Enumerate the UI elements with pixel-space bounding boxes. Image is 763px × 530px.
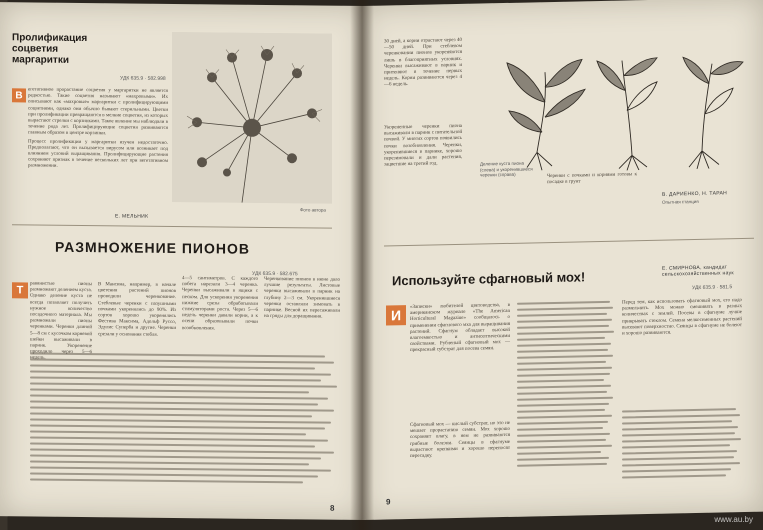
moss-middle-column-lines bbox=[517, 301, 615, 471]
moss-right-column-lines bbox=[622, 408, 742, 483]
authors-darienko-taran: В. ДАРИЕНКО, Н. ТАРАН bbox=[662, 190, 728, 198]
peony-column-2 bbox=[98, 282, 176, 341]
moss-column-1 bbox=[410, 303, 510, 357]
peony-column-3 bbox=[182, 276, 258, 335]
proliferated-flower-image bbox=[172, 32, 332, 204]
article1-paragraph-2: Процесс пролификации у маргаритки изучен недостаточно. Предполагают, что он вызывается вирусом или возникает под влиянием условий выращивания. Пролифицирующие растения сохраняют признак в течение нескольких лет при вегетативном размножении. bbox=[28, 139, 168, 170]
flower-photo bbox=[172, 32, 332, 204]
peony-drawing bbox=[497, 38, 747, 173]
moss-byline: Е. СМИРНОВА, кандидат сельскохозяйственных наук bbox=[662, 264, 734, 278]
page-number-right: 9 bbox=[386, 497, 391, 507]
title-line-2: соцветия bbox=[12, 43, 59, 55]
right-top-column-3 bbox=[547, 172, 637, 188]
author-melnik: Е. МЕЛЬНИК bbox=[115, 213, 149, 220]
right-top-col1-text: 30 дней, а корни отрастают через 40—50 дней. При стеблевом черенковании пионов укореняются лишь в благоприятных условиях. Черенки высаживают в парник и притеняют в течение первых недель. Корни развиваются через 4—6 недель. bbox=[384, 37, 462, 88]
moss-col1-text: «Записки» любителей цветоводства, в американском журнале «The American Horticultural Magazine» сообщалось о применении сфагнового мха для выращивания растений. Сфагнум обладает высокой влагоемкостью и антисептическими свойствами. Рубленый сфагновый мох — прекрасный субстрат для посева семян. bbox=[410, 302, 510, 354]
article-title-moss: Используйте сфагновый мох! bbox=[392, 269, 586, 289]
peony-col3-text: 4—5 сантиметров. С каждого побега нарезали 3—4 черенка. Черенки высаживали в ящики с песком. Для ускорения укоренения нижние срезы обрабатывали стимуляторами роста. Через 5—6 недель черенки давали корни, а к осени образовывали почки возобновления. bbox=[182, 276, 258, 332]
peony-text-continuation bbox=[30, 352, 340, 487]
peony-col1-text: равянистые пионы размножают делением куста. Однако деление куста не всегда позволяет получить нужное количество посадочного материала. Мы размножали пионы черенками. Черенки длиной 5—8 см с кусочком корневой шейки высаживали в парник. Укоренение проходило через 5—6 недель. bbox=[30, 281, 92, 362]
article-title-proliferation bbox=[12, 32, 152, 66]
peony-col2-text: В Мансина, например, в начале цветения растений пионов проводили черенкование. Стеблевые черенки с пазушными почками укоренялись до 90%. Из сортов хорошо укоренялись Фестива Максима, Адольф Руссо, Эдулис Суперба и другие. Черенки срезали у основания стебля. bbox=[98, 282, 176, 338]
left-page bbox=[0, 2, 366, 520]
section-divider bbox=[12, 224, 332, 228]
moss-col2-text: Сфагновый мох — кислый субстрат, но это не мешает прорастанию семян. Мох хорошо сохраняет влагу, в нем не развиваются грибные болезни. Сеянцы в сфагнуме вырастают крепкими и хорошо переносят пересадку. bbox=[410, 420, 510, 460]
udk-code-peonies: УДК 635.9 · 582.675 bbox=[252, 270, 298, 278]
dropcap-t: Т bbox=[12, 282, 28, 298]
article1-body bbox=[28, 87, 168, 173]
moss-column-3 bbox=[622, 298, 742, 340]
right-top-col3-text: Черенки с почками и корнями готовы к посадке в грунт bbox=[547, 172, 637, 186]
drawing-caption-left: Деление куста пиона (слева) и укоренившиеся черенки (справа) bbox=[480, 160, 533, 178]
photo-credit: Фото автора bbox=[300, 207, 326, 213]
title-line-1: Пролификация bbox=[12, 32, 88, 45]
section-divider-right bbox=[384, 238, 754, 247]
peony-col4-text: Черенкование пионов в июне дало лучшие результаты. Листовые черенки высаживали в парник на глубину 2—3 см. Укоренившиеся черенки оставляли зимовать в парнике. Весной их пересаживали на гряды для доращивания. bbox=[264, 276, 340, 320]
right-top-col2-text: Укорененные черенки пиона высаживали в парник с питательной почвой. У многих сортов появились почки возобновления. Черенки, укоренившиеся в парнике, хорошо перезимовали и дали растения, зацветшие на третий год. bbox=[384, 123, 462, 168]
authors-institution: Опытная станция bbox=[662, 198, 699, 205]
moss-col3-text: Перед тем, как использовать сфагновый мох, его надо размельчить. Мох можно смешивать в разных количествах с землей. Посевы в сфагнуме лучше прикрывать стеклом. Семена мелкосеменных растений высевают поверхностно. Сеянцы в сфагнуме не болеют и хорошо развиваются. bbox=[622, 298, 742, 337]
watermark: www.au.by bbox=[714, 515, 753, 524]
dropcap-i: И bbox=[386, 305, 406, 325]
title-line-3: маргаритки bbox=[12, 54, 69, 66]
article-title-peonies: РАЗМНОЖЕНИЕ ПИОНОВ bbox=[55, 238, 250, 257]
udk-code-moss: УДК 635.9 · 581.5 bbox=[692, 284, 733, 292]
article1-paragraph: егетативное прорастание соцветия у маргаритки не является редкостью. Такие соцветия называют «махровыми». Их описывают как «махровые» маргаритки с пролифицирующими соцветиями, однако они обычно бывают стерильными. Цветки при пролификации превращаются в мелкие соцветия, из которых вырастают стрелки с корзинками. Такое явление мы наблюдали в течение ряда лет. Пролифицирующие соцветия развиваются главным образом в центре корзинки. bbox=[28, 87, 168, 137]
right-top-column-2 bbox=[384, 124, 462, 171]
udk-code: УДК 635.9 · 582.998 bbox=[120, 75, 166, 82]
right-page bbox=[362, 0, 763, 520]
dropcap-v: В bbox=[12, 88, 26, 102]
right-top-column-1 bbox=[384, 38, 462, 91]
page-number-left: 8 bbox=[330, 503, 335, 513]
peony-division-illustration bbox=[497, 38, 747, 173]
moss-column-2 bbox=[410, 421, 510, 462]
peony-column-4 bbox=[264, 277, 340, 323]
